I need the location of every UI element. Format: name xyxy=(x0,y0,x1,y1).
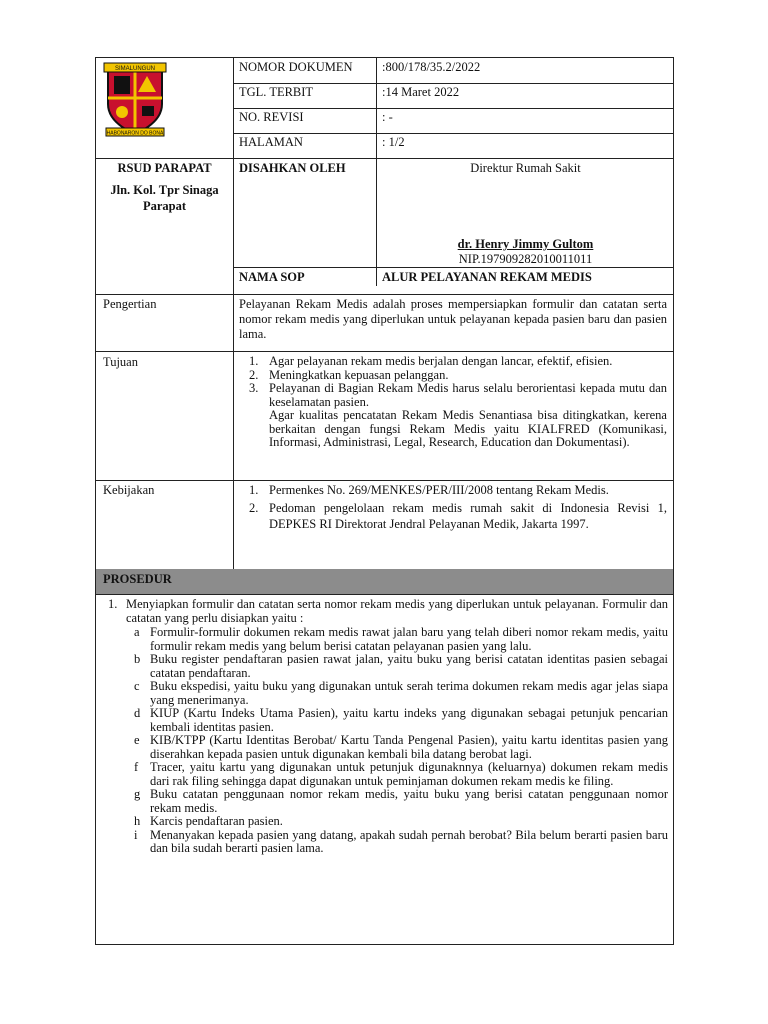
tgl-terbit-value: :14 Maret 2022 xyxy=(382,85,460,99)
prosedur-subitem: c Buku ekspedisi, yaitu buku yang digunakan untuk serah terima dokumen rekam medis agar jelas siapa yang menerimanya. xyxy=(134,679,668,707)
simalungun-emblem-logo xyxy=(102,60,168,140)
tujuan-item: 1. Agar pelayanan rekam medis berjalan dengan lancar, efektif, efisien. xyxy=(249,354,613,368)
kebijakan-item: 1. Permenkes No. 269/MENKES/PER/III/2008 tentang Rekam Medis. xyxy=(249,483,609,497)
hospital-address: Jln. Kol. Tpr Sinaga Parapat xyxy=(110,183,219,213)
prosedur-subitem: b Buku register pendaftaran pasien rawat jalan, yaitu buku yang berisi catatan identitas pasien sebagai catatan pendaftaran. xyxy=(134,652,668,680)
prosedur-subitem: h Karcis pendaftaran pasien. xyxy=(134,814,283,828)
tgl-terbit-label: TGL. TERBIT xyxy=(239,85,314,99)
no-revisi-value: : - xyxy=(382,110,393,124)
logo-ribbon-text: SIMALUNGUN xyxy=(114,66,156,72)
prosedur-subitem: d KIUP (Kartu Indeks Utama Pasien), yaitu kartu indeks yang digunakan sebagai petunjuk pencarian kembali identitas pasien. xyxy=(134,706,668,734)
prosedur-subitem: e KIB/KTPP (Kartu Identitas Berobat/ Kartu Tanda Pengenal Pasien), yaitu kartu identitas pasien yang diserahkan kepada pasien untuk digunakan kembali bila datang berobat lagi. xyxy=(134,733,668,761)
logo-motto-text: HABONARON DO BONA xyxy=(106,130,164,137)
kebijakan-list xyxy=(239,483,667,532)
kebijakan-item: 2. Pedoman pengelolaan rekam medis rumah sakit di Indonesia Revisi 1, DEPKES RI Direktorat Jendral Pelayanan Medik, Jakarta 1997. xyxy=(249,500,667,531)
tujuan-item: 2. Meningkatkan kepuasan pelanggan. xyxy=(249,367,449,382)
disahkan-oleh-label: DISAHKAN OLEH xyxy=(239,161,346,175)
tujuan-item: 3. Pelayanan di Bagian Rekam Medis harus selalu berorientasi kepada mutu dan keselamatan pasien. xyxy=(249,381,667,409)
hospital-name: RSUD PARAPAT xyxy=(117,161,212,175)
sop-name: ALUR PELAYANAN REKAM MEDIS xyxy=(382,270,592,284)
tujuan-list xyxy=(239,355,667,450)
prosedur-body xyxy=(100,598,668,856)
nama-sop-label: NAMA SOP xyxy=(239,270,305,284)
prosedur-subitem: i Menanyakan kepada pasien yang datang, apakah sudah pernah berobat? Bila belum berarti pasien baru dan bila sudah berarti pasien lama. xyxy=(134,827,668,855)
no-revisi-label: NO. REVISI xyxy=(239,110,304,124)
prosedur-header xyxy=(96,569,673,595)
pengertian-label: Pengertian xyxy=(103,297,157,311)
prosedur-title: PROSEDUR xyxy=(103,572,172,586)
nomor-dokumen-label: NOMOR DOKUMEN xyxy=(239,60,353,74)
tujuan-extra: Agar kualitas pencatatan Rekam Medis Senantiasa bisa ditingkatkan, kerena berkaitan dengan fungsi Rekam Medis yaitu KIALFRED (Komunikasi, Informasi, Administrasi, Legal, Research, Education dan Dokumentasi). xyxy=(269,408,667,449)
halaman-label: HALAMAN xyxy=(239,135,303,149)
signer-nip: NIP.197909282010011011 xyxy=(458,252,593,266)
prosedur-step: 1. Menyiapkan formulir dan catatan serta nomor rekam medis yang diperlukan untuk pelayanan. Formulir dan catatan yang perlu disiapkan yaitu : xyxy=(108,597,668,625)
sop-document xyxy=(95,57,674,945)
pengertian-text: Pelayanan Rekam Medis adalah proses mempersiapkan formulir dan catatan serta nomor rekam medis yang diperlukan untuk pelayanan kepada pasien baru dan pasien lama. xyxy=(239,297,667,341)
tujuan-label: Tujuan xyxy=(103,355,138,369)
prosedur-subitem: f Tracer, yaitu kartu yang digunakan untuk petunjuk digunaknnya (keluarnya) dokumen rekam medis dari rak filing sehingga dapat digunakan untuk peminjaman dokumen rekam medis ke filing. xyxy=(134,760,668,788)
kebijakan-label: Kebijakan xyxy=(103,483,155,497)
approval-title: Direktur Rumah Sakit xyxy=(470,161,581,175)
halaman-value: : 1/2 xyxy=(382,135,405,149)
prosedur-subitem: a Formulir-formulir dokumen rekam medis rawat jalan baru yang telah diberi nomor rekam medis, yaitu formulir rekam medis yang belum berisi catatan pelayanan pasien yang lalu. xyxy=(134,625,668,653)
nomor-dokumen-value: :800/178/35.2/2022 xyxy=(382,60,481,74)
signer-name: dr. Henry Jimmy Gultom xyxy=(457,237,594,251)
prosedur-subitem: g Buku catatan penggunaan nomor rekam medis, yaitu buku yang berisi catatan penggunaan nomor rekam medis. xyxy=(134,787,668,815)
